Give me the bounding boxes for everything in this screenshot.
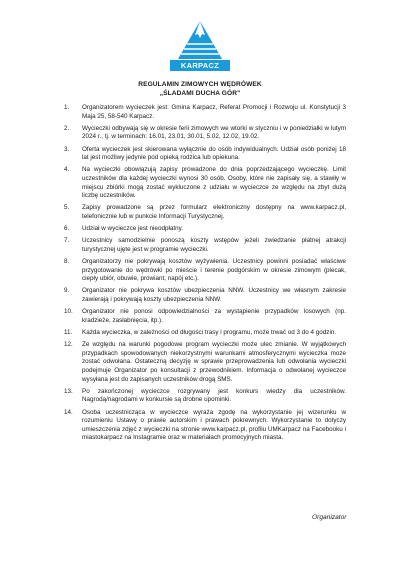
rule-text: Oferta wycieczek jest skierowana wyłącznie do osób indywidualnych. Udział osób poniżej 18 lat jest możliwy jedynie pod opieką rodzica lub opiekuna.: [82, 145, 346, 162]
rule-text: Wycieczki odbywają się w okresie ferii zimowych we wtorki w styczniu i w poniedziałki w lutym 2024 r., tj. w terminach: 16.01, 23.01, 30.01, 5.02, 12.02, 19.02.: [82, 124, 346, 141]
signature: Organizator: [312, 514, 347, 521]
rule-item: [64, 329, 346, 338]
rule-text: Zapisy prowadzone są przez formularz elektroniczny dostępny na www.karpacz.pl, telefonicznie lub w punkcie Informacji Turystycznej.: [82, 204, 346, 220]
rule-item: [64, 146, 346, 163]
rule-text: Organizatorem wycieczek jest: Gmina Karpacz, Referat Promocji i Rozwoju ul. Konstytucji 3 Maja 25, 58-540 Karpacz.: [82, 104, 346, 120]
rule-item: [64, 125, 346, 142]
rule-text: Po zakończonej wycieczce rozgrywany jest konkurs wiedzy dla uczestników. Nagrodą/nagrodami w konkursie są drobne upominki.: [82, 387, 346, 404]
rule-number: 12.: [64, 341, 73, 349]
rule-number: 1.: [64, 104, 70, 111]
rule-item: [64, 204, 346, 221]
mountain-logo-icon: [168, 19, 232, 61]
rule-number: 5.: [64, 204, 70, 212]
rule-text: Organizator nie ponosi odpowiedzialności za wystąpienie przypadków losowych (np. kradzieże, zasłabnięcia, itp.).: [82, 308, 346, 324]
rule-text: Osoba uczestnicząca w wycieczce wyraża zgodę na wykorzystanie jej wizerunku w rozumieniu Ustawy o prawie autorskim i prawach pokrewnych. Wykorzystanie to dotyczy umieszczenia zdjęć z wycieczki na stronie www.karpacz.pl, profilu UMKarpacz na Facebooku i miastokarpacz na Instagramie oraz w materiałach promocyjnych miasta.: [82, 408, 346, 442]
rule-text: Ze względu na warunki pogodowe program wycieczki może ulec zmianie. W wyjątkowych przypadkach spowodowanych niekorzystnymi warunkami atmosferycznymi wycieczka może zostać odwołana. Ostateczną decyzję w sprawie przeprowadzenia lub odwołania wycieczki podejmuje Organizator po konsultacji z przewodnikiem. Informacja o odwołanej wycieczce wysyłana jest do zapisanych uczestników drogą SMS.: [82, 341, 346, 383]
rule-number: 14.: [64, 408, 73, 416]
rule-item: [64, 388, 346, 405]
rule-item: [64, 341, 346, 384]
rule-item: [64, 166, 346, 200]
document-title: REGULAMIN ZIMOWYCH WĘDRÓWEK: [138, 81, 262, 88]
rule-number: 3.: [64, 145, 70, 153]
rule-number: 8.: [64, 258, 70, 266]
rule-text: Każda wycieczka, w zależności od długości trasy i programu, może trwać od 3 do 4 godzin.: [82, 329, 337, 336]
rule-number: 6.: [64, 225, 70, 233]
rule-item: [64, 104, 346, 121]
rule-text: Na wycieczki obowiązują zapisy prowadzone do dnia poprzedzającego wycieczkę. Limit uczestników dla każdej wycieczki wynosi 30 osób. Osoby, które nie zapisały się, a stawiły w miejscu zbiórki mogą zostać wykluczone z udziału w wycieczce ze względu na zbyt dużą liczbę uczestników.: [82, 166, 346, 200]
rule-text: Udział w wycieczce jest nieodpłatny.: [82, 225, 184, 233]
rule-item: [64, 237, 346, 254]
rule-number: 9.: [64, 287, 70, 295]
rule-item: [64, 258, 346, 284]
rule-item: [64, 225, 346, 234]
document-subtitle: „ŚLADAMI DUCHA GÓR": [159, 90, 241, 97]
rule-number: 4.: [64, 166, 70, 174]
rule-text: Organizator nie pokrywa kosztów ubezpieczenia NNW. Uczestnicy we własnym zakresie zawierają i pokrywają koszty ubezpieczenia NNW.: [82, 287, 346, 304]
rule-item: [64, 308, 346, 325]
rule-item: [64, 287, 346, 304]
rule-number: 11.: [64, 329, 73, 336]
rule-number: 10.: [64, 308, 73, 316]
rule-text: Organizatorzy nie pokrywają kosztów wyżywienia. Uczestnicy powinni posiadać właściwe przygotowanie do wędrówki po mieście i terenie podgórskim w okresie zimowym (plecak, ciepły ubiór, obuwie, prowiant, napój etc.).: [82, 258, 346, 283]
rule-number: 13.: [64, 387, 73, 395]
rule-item: [64, 409, 346, 443]
logo-text: KARPACZ: [170, 60, 230, 71]
rule-number: 7.: [64, 237, 70, 245]
rules-list: [64, 104, 346, 447]
rule-text: Uczestnicy samodzielnie ponoszą koszty wstępów jeżeli zwiedzanie płatnej atrakcji turystycznej ujęte jest w programie wycieczki.: [82, 237, 346, 253]
rule-number: 2.: [64, 124, 70, 132]
